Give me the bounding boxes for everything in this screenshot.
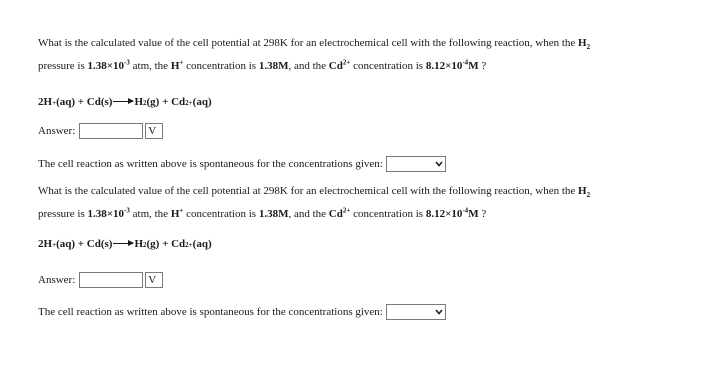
reaction-arrow-icon bbox=[113, 101, 133, 102]
question-1-spontaneous-row bbox=[38, 156, 708, 172]
question-1 bbox=[38, 32, 708, 78]
spontaneous-label: The cell reaction as written above is spontaneous for the concentrations given: bbox=[38, 158, 383, 170]
reaction-arrow-icon bbox=[113, 243, 133, 244]
question-1-reaction: 2H + (aq) + Cd(s) H 2 (g) + Cd 2+ (aq) bbox=[38, 96, 212, 108]
spontaneous-select[interactable] bbox=[386, 304, 446, 320]
answer-input[interactable] bbox=[79, 123, 143, 139]
answer-input[interactable] bbox=[79, 272, 143, 288]
answer-label: Answer: bbox=[38, 274, 76, 286]
question-2-answer-row bbox=[38, 272, 708, 288]
question-1-prompt: What is the calculated value of the cell potential at 298K for an electrochemical cell with the following reaction, when the $H_2$ pressure is $1.38\times 10^{-3}$ atm, the H+ concentration is 1.38M, and the $Cd^{2+}$ concentration is $8.12\times 10^{-4}M$ ? bbox=[38, 37, 591, 72]
question-2-reaction: 2H + (aq) + Cd(s) H 2 (g) + Cd 2+ (aq) bbox=[38, 238, 212, 250]
spontaneous-select[interactable] bbox=[386, 156, 446, 172]
spontaneous-label: The cell reaction as written above is spontaneous for the concentrations given: bbox=[38, 306, 383, 318]
question-2-prompt: What is the calculated value of the cell potential at 298K for an electrochemical cell with the following reaction, when the $H_2$ pressure is $1.38\times 10^{-3}$ atm, the H+ concentration is 1.38M, and the $Cd^{2+}$ concentration is $8.12\times 10^{-4}M$ ? bbox=[38, 185, 591, 220]
question-2-spontaneous-row bbox=[38, 304, 708, 320]
chevron-down-icon bbox=[433, 305, 445, 319]
question-1-answer-row bbox=[38, 123, 708, 139]
question-2 bbox=[38, 180, 708, 226]
answer-label: Answer: bbox=[38, 125, 76, 137]
unit-label: V bbox=[145, 123, 163, 139]
chevron-down-icon bbox=[433, 157, 445, 171]
unit-label: V bbox=[145, 272, 163, 288]
